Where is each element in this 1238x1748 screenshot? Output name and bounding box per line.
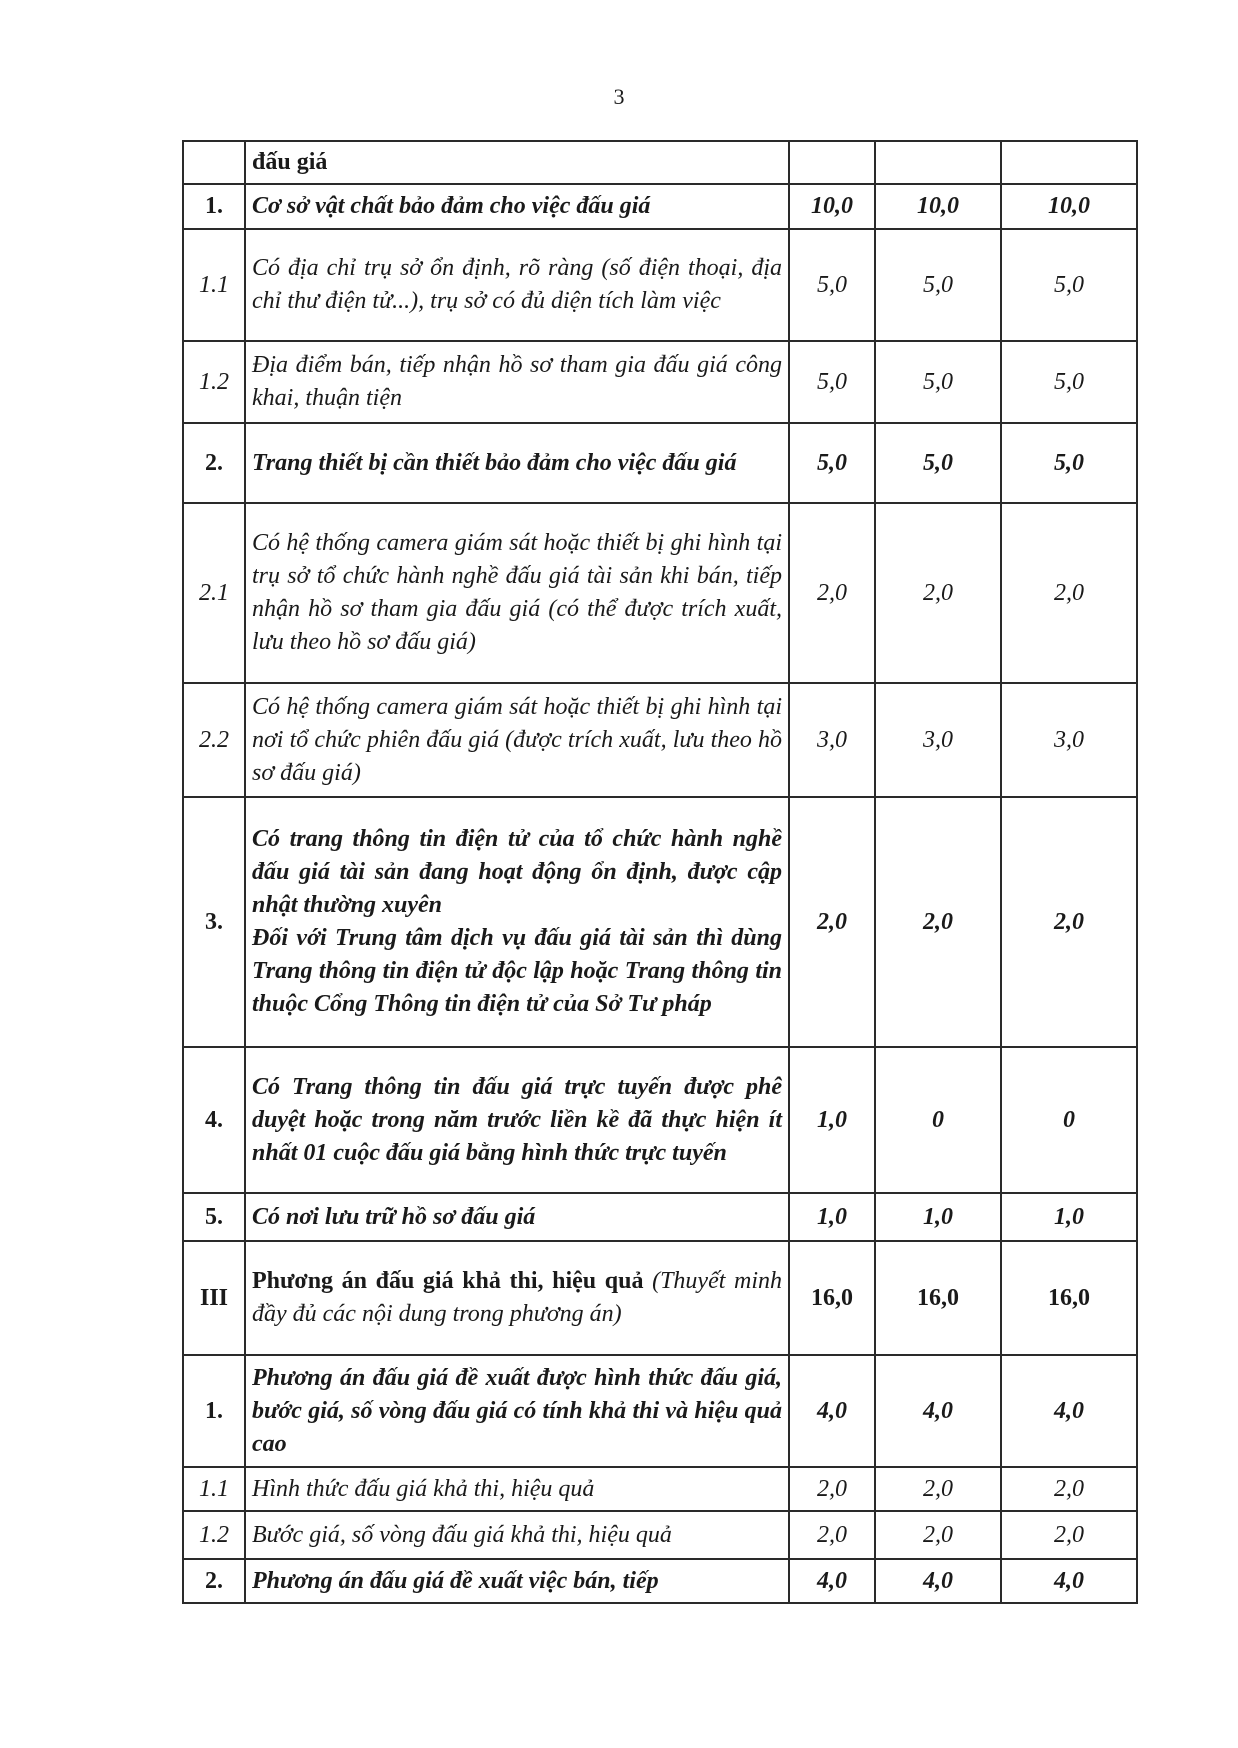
row-number: 3. [183, 797, 245, 1047]
score-a: 5,0 [789, 341, 875, 423]
score-b: 2,0 [875, 1467, 1001, 1511]
row-number: 2. [183, 1559, 245, 1603]
table-row [183, 423, 1137, 503]
criterion-text-note: (Thuyết minh đầy đủ các nội dung trong phương án) [252, 1268, 783, 1327]
score-b: 5,0 [875, 423, 1001, 503]
table-row [183, 503, 1137, 683]
score-b: 16,0 [875, 1241, 1001, 1355]
row-number: 1. [183, 184, 245, 229]
row-number: 1.1 [183, 1467, 245, 1511]
row-number: 2. [183, 423, 245, 503]
score-a: 4,0 [789, 1559, 875, 1603]
criterion-text [245, 797, 789, 1047]
row-number: 2.2 [183, 683, 245, 797]
score-a: 10,0 [789, 184, 875, 229]
table-row [183, 184, 1137, 229]
criterion-text: đấu giá [245, 141, 789, 184]
score-b: 4,0 [875, 1559, 1001, 1603]
score-c: 0 [1001, 1047, 1137, 1193]
score-a: 2,0 [789, 797, 875, 1047]
criterion-text [245, 1241, 789, 1355]
criterion-text: Địa điểm bán, tiếp nhận hồ sơ tham gia đấu giá công khai, thuận tiện [245, 341, 789, 423]
score-a: 4,0 [789, 1355, 875, 1467]
table-row [183, 1241, 1137, 1355]
criterion-text: Hình thức đấu giá khả thi, hiệu quả [245, 1467, 789, 1511]
page-number: 3 [613, 84, 625, 109]
score-a: 1,0 [789, 1047, 875, 1193]
row-number [183, 141, 245, 184]
table-row [183, 341, 1137, 423]
score-a: 16,0 [789, 1241, 875, 1355]
table-row [183, 683, 1137, 797]
criterion-text: Có nơi lưu trữ hồ sơ đấu giá [245, 1193, 789, 1241]
table-row [183, 1047, 1137, 1193]
score-c: 5,0 [1001, 341, 1137, 423]
score-c: 4,0 [1001, 1355, 1137, 1467]
score-b: 5,0 [875, 341, 1001, 423]
score-b: 2,0 [875, 797, 1001, 1047]
score-a: 3,0 [789, 683, 875, 797]
table-row [183, 1355, 1137, 1467]
table-row [183, 229, 1137, 341]
score-c: 4,0 [1001, 1559, 1137, 1603]
score-c: 5,0 [1001, 229, 1137, 341]
score-b: 10,0 [875, 184, 1001, 229]
score-a: 2,0 [789, 1511, 875, 1559]
row-number: III [183, 1241, 245, 1355]
score-c: 2,0 [1001, 1467, 1137, 1511]
row-number: 1.2 [183, 341, 245, 423]
criterion-text: Cơ sở vật chất bảo đảm cho việc đấu giá [245, 184, 789, 229]
score-c: 1,0 [1001, 1193, 1137, 1241]
criterion-text-part-2: Đối với Trung tâm dịch vụ đấu giá tài sản thì dùng Trang thông tin điện tử độc lập hoặc Trang thông tin thuộc Cổng Thông tin điện tử của Sở Tư pháp [252, 925, 782, 1017]
table-row [183, 1467, 1137, 1511]
score-c: 2,0 [1001, 1511, 1137, 1559]
row-number: 1.1 [183, 229, 245, 341]
score-b: 4,0 [875, 1355, 1001, 1467]
criterion-text: Phương án đấu giá đề xuất được hình thức đấu giá, bước giá, số vòng đấu giá có tính khả thi và hiệu quả cao [245, 1355, 789, 1467]
table-row [183, 1511, 1137, 1559]
row-number: 5. [183, 1193, 245, 1241]
score-b: 5,0 [875, 229, 1001, 341]
criterion-text-bold: Phương án đấu giá khả thi, hiệu quả [252, 1268, 644, 1294]
score-b: 1,0 [875, 1193, 1001, 1241]
criterion-text: Có hệ thống camera giám sát hoặc thiết bị ghi hình tại trụ sở tổ chức hành nghề đấu giá tài sản khi bán, tiếp nhận hồ sơ tham gia đấu giá (có thể được trích xuất, lưu theo hồ sơ đấu giá) [245, 503, 789, 683]
score-b: 3,0 [875, 683, 1001, 797]
score-a: 1,0 [789, 1193, 875, 1241]
table-row [183, 1193, 1137, 1241]
score-a: 5,0 [789, 423, 875, 503]
score-c [1001, 141, 1137, 184]
table-row [183, 797, 1137, 1047]
row-number: 2.1 [183, 503, 245, 683]
score-a: 2,0 [789, 503, 875, 683]
criterion-text: Có Trang thông tin đấu giá trực tuyến được phê duyệt hoặc trong năm trước liền kề đã thực hiện ít nhất 01 cuộc đấu giá bằng hình thức trực tuyến [245, 1047, 789, 1193]
score-c: 2,0 [1001, 797, 1137, 1047]
criterion-text: Bước giá, số vòng đấu giá khả thi, hiệu quả [245, 1511, 789, 1559]
score-c: 10,0 [1001, 184, 1137, 229]
row-number: 4. [183, 1047, 245, 1193]
score-b [875, 141, 1001, 184]
row-number: 1.2 [183, 1511, 245, 1559]
score-b: 2,0 [875, 503, 1001, 683]
score-a [789, 141, 875, 184]
criterion-text-part-1: Có trang thông tin điện tử của tổ chức hành nghề đấu giá tài sản đang hoạt động ổn định, được cập nhật thường xuyên [252, 826, 782, 918]
table-row [183, 1559, 1137, 1603]
score-b: 0 [875, 1047, 1001, 1193]
criteria-table [182, 140, 1138, 1604]
score-b: 2,0 [875, 1511, 1001, 1559]
criterion-text: Có địa chỉ trụ sở ổn định, rõ ràng (số điện thoại, địa chỉ thư điện tử...), trụ sở có đủ diện tích làm việc [245, 229, 789, 341]
criterion-text: Có hệ thống camera giám sát hoặc thiết bị ghi hình tại nơi tổ chức phiên đấu giá (được trích xuất, lưu theo hồ sơ đấu giá) [245, 683, 789, 797]
score-c: 16,0 [1001, 1241, 1137, 1355]
table-row [183, 141, 1137, 184]
criterion-text: Phương án đấu giá đề xuất việc bán, tiếp [245, 1559, 789, 1603]
score-c: 3,0 [1001, 683, 1137, 797]
row-number: 1. [183, 1355, 245, 1467]
score-c: 2,0 [1001, 503, 1137, 683]
score-a: 5,0 [789, 229, 875, 341]
criterion-text: Trang thiết bị cần thiết bảo đảm cho việc đấu giá [245, 423, 789, 503]
score-c: 5,0 [1001, 423, 1137, 503]
score-a: 2,0 [789, 1467, 875, 1511]
